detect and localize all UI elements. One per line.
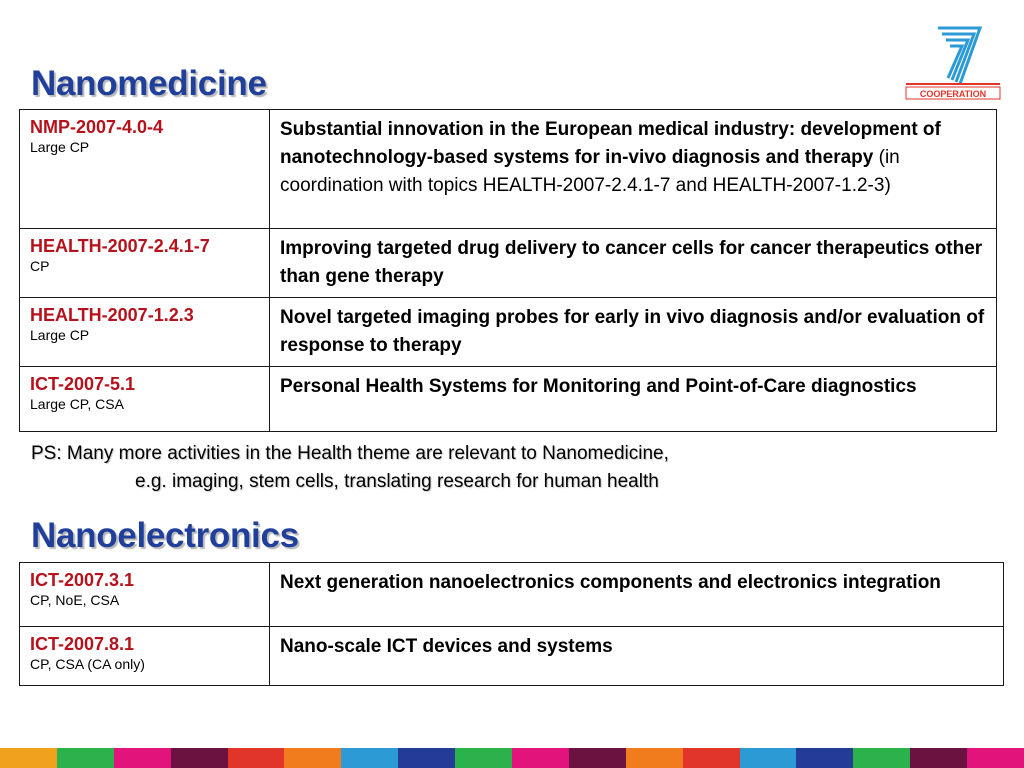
stripe-segment bbox=[171, 748, 228, 768]
topic-description: Personal Health Systems for Monitoring and Point-of-Care diagnostics bbox=[280, 376, 917, 397]
stripe-segment bbox=[228, 748, 285, 768]
table-row bbox=[20, 627, 1004, 686]
svg-text:COOPERATION: COOPERATION bbox=[919, 89, 987, 99]
topic-description: Nano-scale ICT devices and systems bbox=[280, 636, 613, 657]
stripe-segment bbox=[796, 748, 853, 768]
topic-code-cell bbox=[20, 627, 270, 686]
ps-note-line-1: PS: Many more activities in the Health theme are relevant to Nanomedicine, bbox=[31, 443, 669, 464]
topic-code-cell bbox=[20, 298, 270, 367]
section-heading-nanomedicine: Nanomedicine bbox=[31, 64, 267, 103]
ps-note bbox=[31, 440, 669, 496]
topic-description-cell bbox=[270, 367, 997, 432]
funding-scheme: Large CP, CSA bbox=[30, 396, 124, 412]
topic-code: ICT-2007-5.1 bbox=[30, 374, 136, 394]
table-row bbox=[20, 298, 997, 367]
topic-code: HEALTH-2007-2.4.1-7 bbox=[30, 236, 210, 256]
topic-code: ICT-2007.3.1 bbox=[30, 570, 135, 590]
topic-code-cell bbox=[20, 367, 270, 432]
topic-description: Improving targeted drug delivery to cancer cells for cancer therapeutics other than gene therapy bbox=[280, 238, 983, 287]
funding-scheme: CP, NoE, CSA bbox=[30, 592, 120, 608]
topic-code-cell bbox=[20, 229, 270, 298]
topic-code: NMP-2007-4.0-4 bbox=[30, 117, 164, 137]
stripe-segment bbox=[398, 748, 455, 768]
stripe-segment bbox=[853, 748, 910, 768]
table-row bbox=[20, 563, 1004, 627]
stripe-segment bbox=[910, 748, 967, 768]
topic-description: Novel targeted imaging probes for early in vivo diagnosis and/or evaluation of response to therapy bbox=[280, 307, 985, 356]
stripe-segment bbox=[0, 748, 57, 768]
fp7-cooperation-logo bbox=[900, 18, 1004, 104]
stripe-segment bbox=[284, 748, 341, 768]
stripe-segment bbox=[626, 748, 683, 768]
topic-description-cell bbox=[270, 110, 997, 229]
stripe-segment bbox=[967, 748, 1024, 768]
topic-description-cell bbox=[270, 229, 997, 298]
topic-description-cell bbox=[270, 563, 1004, 627]
color-stripe-footer bbox=[0, 748, 1024, 768]
nanoelectronics-topics-table bbox=[19, 562, 1004, 686]
funding-scheme: CP, CSA (CA only) bbox=[30, 656, 145, 672]
stripe-segment bbox=[455, 748, 512, 768]
stripe-segment bbox=[341, 748, 398, 768]
stripe-segment bbox=[683, 748, 740, 768]
ps-note-line-2: e.g. imaging, stem cells, translating research for human health bbox=[135, 471, 659, 492]
topic-description-cell bbox=[270, 298, 997, 367]
nanomedicine-topics-table bbox=[19, 109, 997, 432]
topic-code-cell bbox=[20, 110, 270, 229]
funding-scheme: Large CP bbox=[30, 327, 90, 343]
stripe-segment bbox=[740, 748, 797, 768]
stripe-segment bbox=[57, 748, 114, 768]
stripe-segment bbox=[114, 748, 171, 768]
topic-description: Next generation nanoelectronics components and electronics integration bbox=[280, 572, 941, 593]
section-heading-nanoelectronics: Nanoelectronics bbox=[31, 516, 299, 555]
funding-scheme: CP bbox=[30, 258, 50, 274]
stripe-segment bbox=[512, 748, 569, 768]
topic-code: ICT-2007.8.1 bbox=[30, 634, 135, 654]
topic-description-cell bbox=[270, 627, 1004, 686]
topic-code: HEALTH-2007-1.2.3 bbox=[30, 305, 194, 325]
table-row bbox=[20, 110, 997, 229]
table-row bbox=[20, 367, 997, 432]
table-row bbox=[20, 229, 997, 298]
stripe-segment bbox=[569, 748, 626, 768]
topic-description: Substantial innovation in the European medical industry: development of nanotechnology-based systems for in-vivo diagnosis and therapy (in coordination with topics HEALTH-2007-2.4.1-7 and HEALTH-2007-1.2-3) bbox=[280, 119, 941, 196]
funding-scheme: Large CP bbox=[30, 139, 90, 155]
topic-code-cell bbox=[20, 563, 270, 627]
